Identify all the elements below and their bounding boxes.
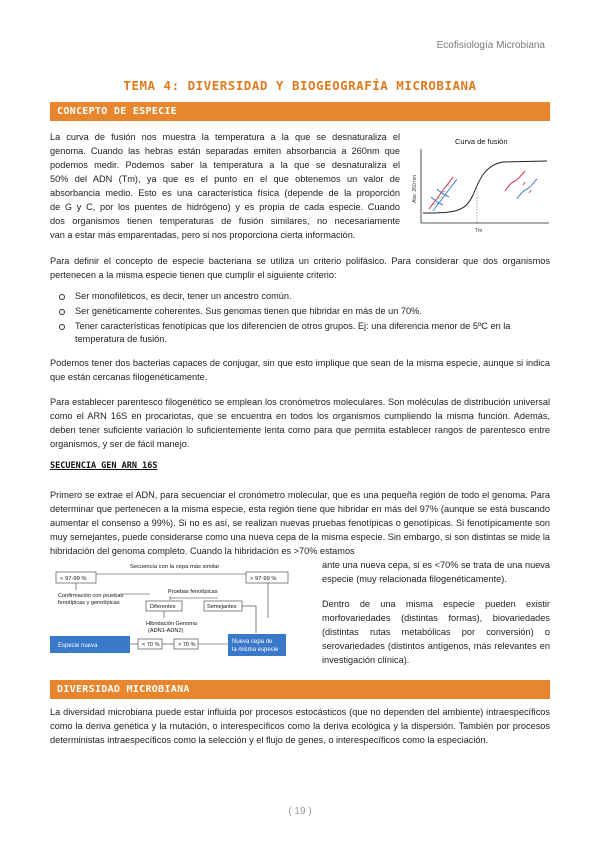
list-item: [57, 305, 550, 318]
dna-helix-icon: [429, 177, 457, 211]
para-line: La curva de fusión nos muestra la temperatura a la que se desnaturaliza el: [50, 132, 400, 142]
para-line: podemos medir. Podemos saber la temperatura a la que se desnaturaliza el: [50, 160, 400, 170]
diversity-paragraph: La diversidad microbiana puede estar influida por procesos estocásticos (que no dependen del ambiente) intraespecíficos como la deriva genética y la mutación, o interespecíficos como la deriva ecológica y la dispersión. También por procesos deterministas intraespecíficos como la selección y el flujo de genes, o interespecíficos como la especiación.: [50, 707, 550, 745]
fc-lt97: < 97-99 %: [60, 576, 87, 582]
para-line: dos organismos tienen temperaturas de fusión similares, no necesariamente: [50, 216, 400, 226]
fc-gt70: > 70 %: [178, 642, 196, 648]
sequencing-paragraph-cont: ante una nueva cepa, si es <70% se trata de una nueva especie (muy relacionada filogenéticamente).: [322, 560, 550, 584]
section-heading-concepto: CONCEPTO DE ESPECIE: [50, 102, 550, 121]
list-item-text: Ser genéticamente coherentes. Sus genomas tienen que hibridar en más de un 70%.: [75, 306, 422, 316]
list-item-text: Tener características fenotípicas que los diferencien de otros grupos. Ej: una diferencia menor de 5ºC en la temperatura de fusión.: [75, 321, 511, 344]
bullet-icon: [59, 294, 65, 300]
conjugation-paragraph: Podemos tener dos bacterias capaces de conjugar, sin que esto implique que sean de la misma especie, aunque si indica que están cercanas filogenéticamente.: [50, 358, 550, 382]
fc-confirm-2: fenotípicas y genotípicas: [58, 600, 120, 606]
bullet-icon: [59, 324, 65, 330]
molecular-clock-paragraph: Para establecer parentesco filogenético se emplean los cronómetros moleculares. Son moléculas de distribución universal como el ARN 16S en procariotas, que se encuentra en todos los organismos cumpliendo la misma función. Además, deben tener suficiente variación lo suficientemente lenta como para que permita establecer rangos de parentesco entre organismos, y ser de fácil manejo.: [50, 397, 550, 449]
page-title: TEMA 4: DIVERSIDAD Y BIOGEOGRAFÍA MICROBIANA: [123, 78, 477, 93]
list-item-text: Ser monofiléticos, es decir, tener un ancestro común.: [75, 291, 292, 301]
melting-curve-line: [423, 161, 547, 213]
melting-chart-title: Curva de fusión: [455, 137, 508, 146]
fc-pheno: Pruebas fenotípicas: [168, 589, 218, 595]
bullet-icon: [59, 309, 65, 315]
species-flowchart: [50, 558, 318, 662]
page-number: ( 19 ): [288, 806, 312, 817]
fc-similar: Semejantes: [207, 604, 237, 610]
tm-tick-label: Tm: [475, 228, 483, 234]
melting-curve-paragraph: [50, 130, 400, 242]
melting-curve-figure: [405, 135, 553, 240]
para-line: van a estar más emparentadas, pero si nos proporciona cierta información.: [50, 230, 356, 240]
subsection-heading-16s: SECUENCIA GEN ARN 16S: [50, 461, 158, 471]
fc-top-label: Secuencia con la cepa más similar: [130, 564, 220, 570]
para-line: 50% del ADN (Tm), ya que es el punto en el que obtenemos un valor de: [50, 174, 400, 184]
fc-confirm-1: Confirmación con pruebas: [58, 593, 124, 599]
separated-strands-icon: [505, 171, 537, 199]
fc-diff: Diferentes: [150, 604, 176, 610]
fc-new-species: Especie nueva: [58, 643, 98, 649]
para-line: de G y C, por los puentes de hidrógeno) y es propia de cada especie. Cuando: [50, 202, 400, 212]
criteria-intro: Para definir el concepto de especie bacteriana se utiliza un criterio polifásico. Para considerar que dos organismos pertenecen a la misma especie tienen que cumplir el siguiente criterio:: [50, 256, 550, 280]
para-line: genoma. Cuando las hebras están separadas emiten absorbancia a 260nm que: [50, 146, 400, 156]
variety-paragraph: Dentro de una misma especie pueden existir morfovariedades (distintas formas), biovariedades (distintas rutas metabólicas por conversión) o serovariedades (distintos antígenos, más relevantes en investigación clínica).: [322, 599, 550, 665]
list-item: [57, 290, 550, 303]
course-name: Ecofisiología Microbiana: [436, 40, 545, 51]
fc-hybrid-2: (ADN1-ADN2): [148, 628, 184, 634]
fc-gt97: > 97-99 %: [250, 576, 277, 582]
fc-new-strain-1: Nueva cepa de: [232, 639, 273, 645]
para-line: absorbancia medio. Esto es una característica física (depende de la proporción: [50, 188, 400, 198]
melting-chart-ylabel: Abs. 260 nm: [412, 174, 418, 203]
sequencing-paragraph: Primero se extrae el ADN, para secuenciar el cronómetro molecular, que es una pequeña región de todo el genoma. Para determinar que pertenecen a la misma especie, esta región tiene que hibridar en más del 97% (aunque se está buscando aumentar el consenso a 99%). Si no es así, se realizan nuevas pruebas fenotípicas o genotípicas. Si fenotípicamente son muy semejantes, puede considerarse como una nueva cepa de la misma especie. Sin embargo, si son distintas se mide la hibridación del genoma completo. Cuando la hibridación es >70% estamos: [50, 490, 550, 556]
criteria-list: [57, 290, 550, 348]
section-heading-diversidad: DIVERSIDAD MICROBIANA: [50, 680, 550, 699]
fc-lt70: < 70 %: [142, 642, 160, 648]
fc-hybrid-1: Hibridación Genoma: [146, 621, 197, 627]
list-item: [57, 320, 550, 346]
fc-new-strain-2: la misma especie: [232, 647, 279, 653]
